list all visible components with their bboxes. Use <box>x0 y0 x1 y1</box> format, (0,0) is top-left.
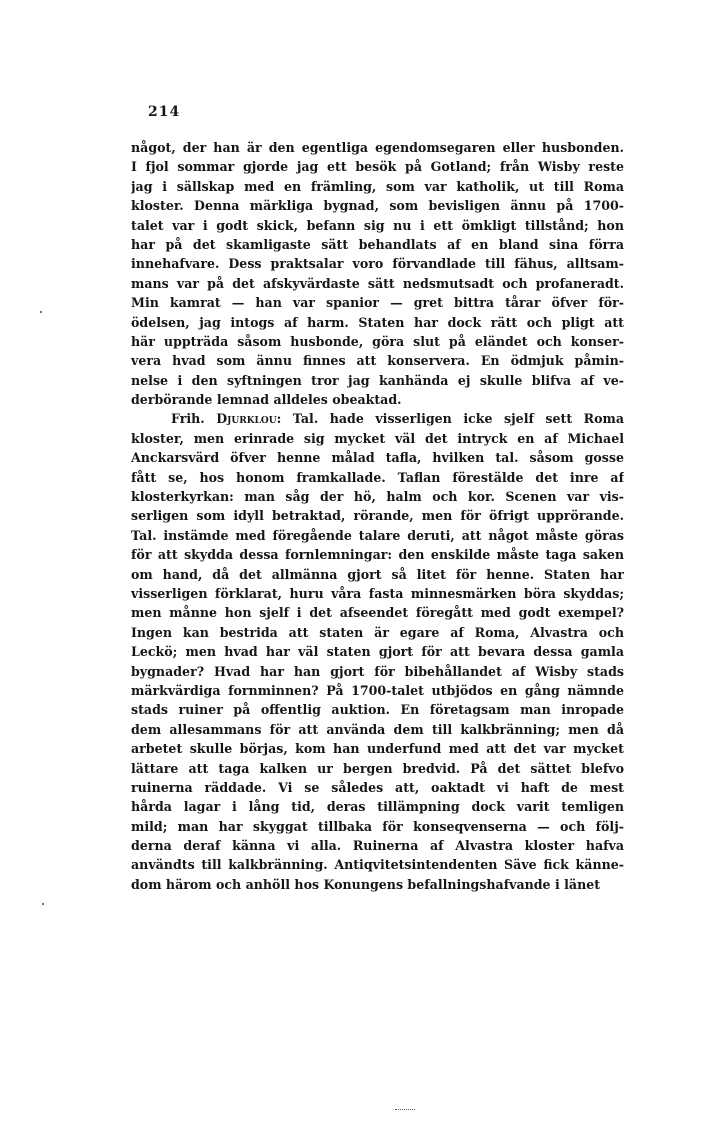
text-line: Ingen kan bestrida att staten är egare af Roma, Alvastra och <box>131 624 624 640</box>
speaker-line <box>131 409 624 428</box>
text-line: arbetet skulle börjas, kom han underfund med att det var mycket <box>131 741 624 757</box>
speaker-name: Djurklou <box>216 411 277 427</box>
text-line: Tal. instämde med föregående talare deruti, att något måste göras <box>131 527 624 543</box>
text-line: vera hvad som ännu finnes att konservera. En ödmjuk påmin- <box>131 353 624 369</box>
text-line: derbörande lemnad alldeles obeaktad. <box>131 392 402 408</box>
text-line: men månne hon sjelf i det afseendet föregått med godt exempel? <box>131 605 624 621</box>
footer-mark <box>395 1109 415 1111</box>
text-line: innehafvare. Dess praktsalar voro förvandlade till fähus, alltsam- <box>131 256 624 272</box>
page-number: 214 <box>148 104 181 120</box>
text-line: mans var på det afskyvärdaste sätt nedsmutsadt och profaneradt. <box>131 275 624 291</box>
text-line: serligen som idyll betraktad, rörande, men för öfrigt upprörande. <box>131 508 624 524</box>
text-line: nelse i den syftningen tror jag kanhända ej skulle blifva af ve- <box>131 372 624 388</box>
text-line: har på det skamligaste sätt behandlats af en bland sina förra <box>131 236 624 252</box>
text-line: ruinerna räddade. Vi se således att, oaktadt vi haft de mest <box>131 779 624 795</box>
text-line: fått se, hos honom framkallade. Taflan förestälde det inre af <box>131 469 624 485</box>
text-line: kloster, men erinrade sig mycket väl det intryck en af Michael <box>131 430 624 446</box>
text-line: dem allesammans för att använda dem till kalkbränning; men då <box>131 721 624 737</box>
text-line: kloster. Denna märkliga bygnad, som bevisligen ännu på 1700- <box>131 198 624 214</box>
text-line: klosterkyrkan: man såg der hö, halm och kor. Scenen var vis- <box>131 489 624 505</box>
text-line: om hand, då det allmänna gjort så litet för henne. Staten har <box>131 566 624 582</box>
text-line: hårda lagar i lång tid, deras tillämpning dock varit temligen <box>131 799 624 815</box>
text-line: användts till kalkbränning. Antiqvitetsintendenten Säve fick känne- <box>131 857 624 873</box>
text-line: dom härom och anhöll hos Konungens befallningshafvande i länet <box>131 876 601 892</box>
speaker-prefix: Frih. <box>171 411 205 427</box>
paper-speck <box>40 311 42 313</box>
text-line: märkvärdiga fornminnen? På 1700-talet utbjödos en gång nämnde <box>131 682 624 698</box>
text-line: I fjol sommar gjorde jag ett besök på Gotland; från Wisby reste <box>131 159 624 175</box>
text-line: Leckö; men hvad har väl staten gjort för att bevara dessa gamla <box>131 644 624 660</box>
text-line: för att skydda dessa fornlemningar: den enskilde måste taga saken <box>131 547 624 563</box>
text-line: bygnader? Hvad har han gjort för bibehållandet af Wisby stads <box>131 663 624 679</box>
text-line: något, der han är den egentliga egendomsegaren eller husbonden. <box>131 140 624 155</box>
text-line: mild; man har skyggat tillbaka för konseqvenserna — och följ- <box>131 818 624 834</box>
text-line: lättare att taga kalken ur bergen bredvid. På det sättet blefvo <box>131 760 624 776</box>
text-line: här uppträda såsom husbonde, göra slut på eländet och konser- <box>131 333 624 349</box>
text-line: jag i sällskap med en främling, som var katholik, ut till Roma <box>131 178 624 194</box>
text-line: Min kamrat — han var spanior — gret bittra tårar öfver för- <box>131 295 624 311</box>
speaker-rest: : Tal. hade visserligen icke sjelf sett Roma <box>276 411 624 427</box>
body-text <box>131 138 624 894</box>
text-line: visserligen förklarat, huru våra fasta minnesmärken böra skyddas; <box>131 585 624 601</box>
text-line: derna deraf känna vi alla. Ruinerna af Alvastra kloster hafva <box>131 838 624 854</box>
text-line: stads ruiner på offentlig auktion. En företagsam man inropade <box>131 702 624 718</box>
text-line: talet var i godt skick, befann sig nu i ett ömkligt tillstånd; hon <box>131 217 624 233</box>
paper-speck <box>42 903 44 905</box>
text-line: ödelsen, jag intogs af harm. Staten har dock rätt och pligt att <box>131 314 624 330</box>
text-line: Anckarsvärd öfver henne målad tafla, hvilken tal. såsom gosse <box>131 450 624 466</box>
